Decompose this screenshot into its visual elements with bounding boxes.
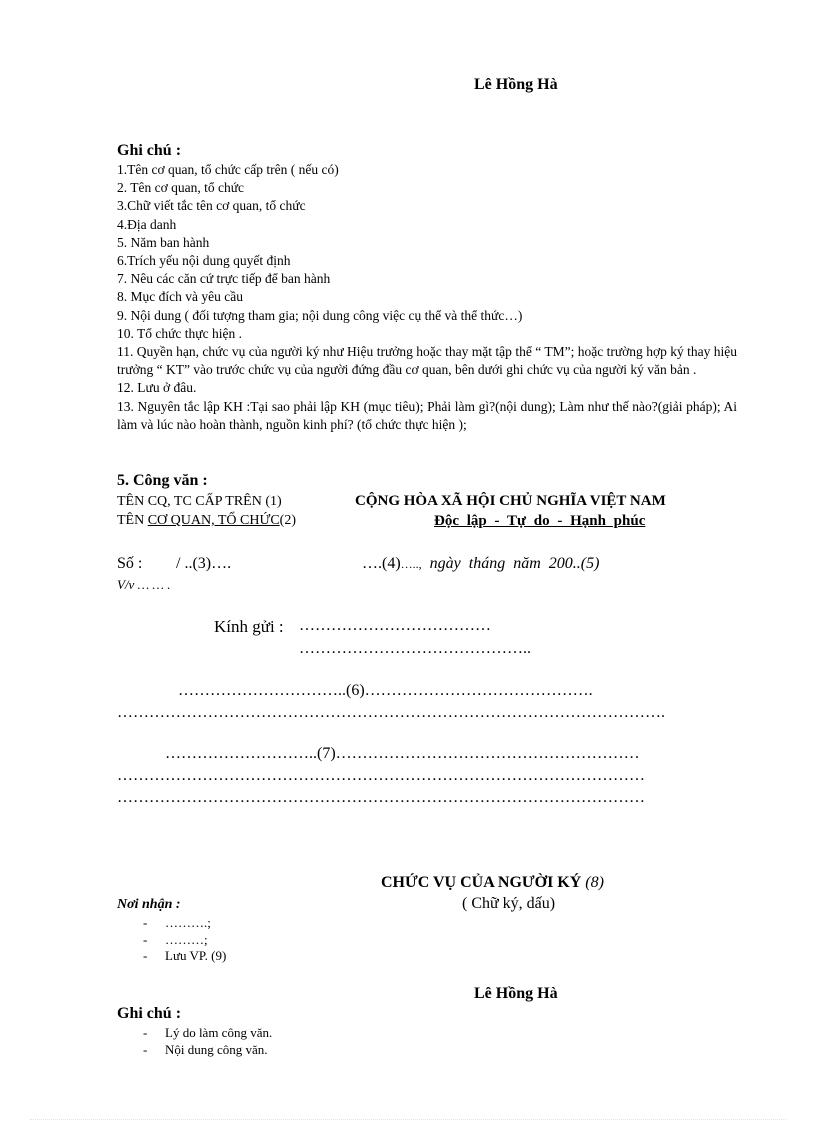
- org-name-underlined: CƠ QUAN, TỔ CHỨC: [147, 513, 280, 528]
- note-item: 12. Lưu ở đâu.: [117, 380, 197, 396]
- notes2-heading: Ghi chú :: [117, 1005, 182, 1022]
- notes-heading: Ghi chú :: [117, 142, 182, 159]
- signer-title-num: (8): [585, 874, 604, 891]
- recipient-line-2: ……………………………………..: [299, 640, 531, 657]
- place-date-mid: …..,: [400, 557, 422, 571]
- org-name-prefix: TÊN: [117, 513, 148, 528]
- note-item: 11. Quyền hạn, chức vụ của người ký như Hiệu trưởng hoặc thay mặt tập thể “ TM”; hoặc trường hợp ký thay hiệu trưởng “ KT” vào trước chức vụ của người đứng đầu cơ quan, bên dưới ghi chức vụ của người ký văn bản .: [117, 344, 737, 378]
- signer-title-text: CHỨC VỤ CỦA NGƯỜI KÝ: [381, 874, 582, 891]
- doc-number-value: / ..(3)….: [176, 555, 232, 572]
- recipient-item-text: ………;: [165, 932, 208, 947]
- body-line: ………………………..(7)…………………………………………………: [165, 745, 640, 762]
- doc-number-label: Số :: [117, 555, 143, 572]
- body-line: ………………………………………………………………………………………….: [117, 704, 665, 721]
- subject-line: V/v … … .: [117, 577, 171, 592]
- org-name: [117, 513, 296, 529]
- note-item: 4.Địa danh: [117, 216, 177, 232]
- section-heading: 5. Công văn :: [117, 472, 208, 489]
- recipient-item-text: ……….;: [165, 915, 211, 930]
- place-date-prefix: ….(4): [362, 555, 401, 572]
- recipient-item-text: Lưu VP. (9): [165, 948, 227, 963]
- republic-title: CỘNG HÒA XÃ HỘI CHỦ NGHĨA VIỆT NAM: [355, 493, 666, 509]
- note-item: 7. Nêu các căn cứ trực tiếp để ban hành: [117, 271, 331, 287]
- body-line: ………………………………………………………………………………………: [117, 789, 645, 806]
- note-item: 1.Tên cơ quan, tổ chức cấp trên ( nếu có): [117, 162, 339, 177]
- signer-title: [381, 874, 604, 892]
- signer-name: Lê Hồng Hà: [474, 985, 558, 1002]
- page-bottom-border: [30, 1119, 786, 1120]
- note-item: 9. Nội dung ( đối tượng tham gia; nội dung công việc cụ thể và thể thức…): [117, 307, 523, 323]
- note-item: 13. Nguyên tắc lập KH :Tại sao phải lập KH (mục tiêu); Phải làm gì?(nội dung); Làm như thế nào?(giải pháp); Ai làm và lúc nào hoàn thành, nguồn kinh phí? (tổ chức thực hiện );: [117, 398, 737, 432]
- place-date-suffix: ngày tháng năm 200..(5): [421, 555, 600, 572]
- notes2-item: - Nội dung công văn.: [143, 1042, 268, 1057]
- recipient-item: - ………;: [143, 932, 208, 947]
- notes2-item: - Lý do làm công văn.: [143, 1025, 273, 1040]
- body-line: …………………………..(6)…………………………………….: [178, 682, 593, 699]
- note-item: 5. Năm ban hành: [117, 234, 210, 250]
- notes2-item-text: Lý do làm công văn.: [165, 1025, 273, 1040]
- body-line: ………………………………………………………………………………………: [117, 767, 645, 784]
- recipients-heading: Nơi nhận :: [117, 897, 181, 912]
- recipient-item: - Lưu VP. (9): [143, 948, 227, 963]
- notes2-item-text: Nội dung công văn.: [165, 1042, 268, 1057]
- recipient-label: Kính gửi :: [214, 617, 284, 636]
- recipient-line-1: ………………………………: [299, 617, 491, 634]
- note-item: 2. Tên cơ quan, tổ chức: [117, 180, 245, 196]
- recipient-item: - ……….;: [143, 915, 211, 930]
- notes-list: [117, 161, 737, 434]
- note-item: 8. Mục đích và yêu cầu: [117, 289, 243, 305]
- place-date: [362, 555, 599, 573]
- top-signature-name: Lê Hồng Hà: [474, 76, 558, 93]
- org-parent: TÊN CQ, TC CẤP TRÊN (1): [117, 494, 282, 509]
- note-item: 6.Trích yếu nội dung quyết định: [117, 253, 291, 269]
- note-item: 3.Chữ viết tắc tên cơ quan, tổ chức: [117, 198, 306, 214]
- note-item: 10. Tổ chức thực hiện .: [117, 325, 242, 341]
- signer-subtitle: ( Chữ ký, dấu): [462, 895, 556, 912]
- motto: Độc lập - Tự do - Hạnh phúc: [434, 513, 646, 529]
- org-name-suffix: (2): [279, 513, 296, 528]
